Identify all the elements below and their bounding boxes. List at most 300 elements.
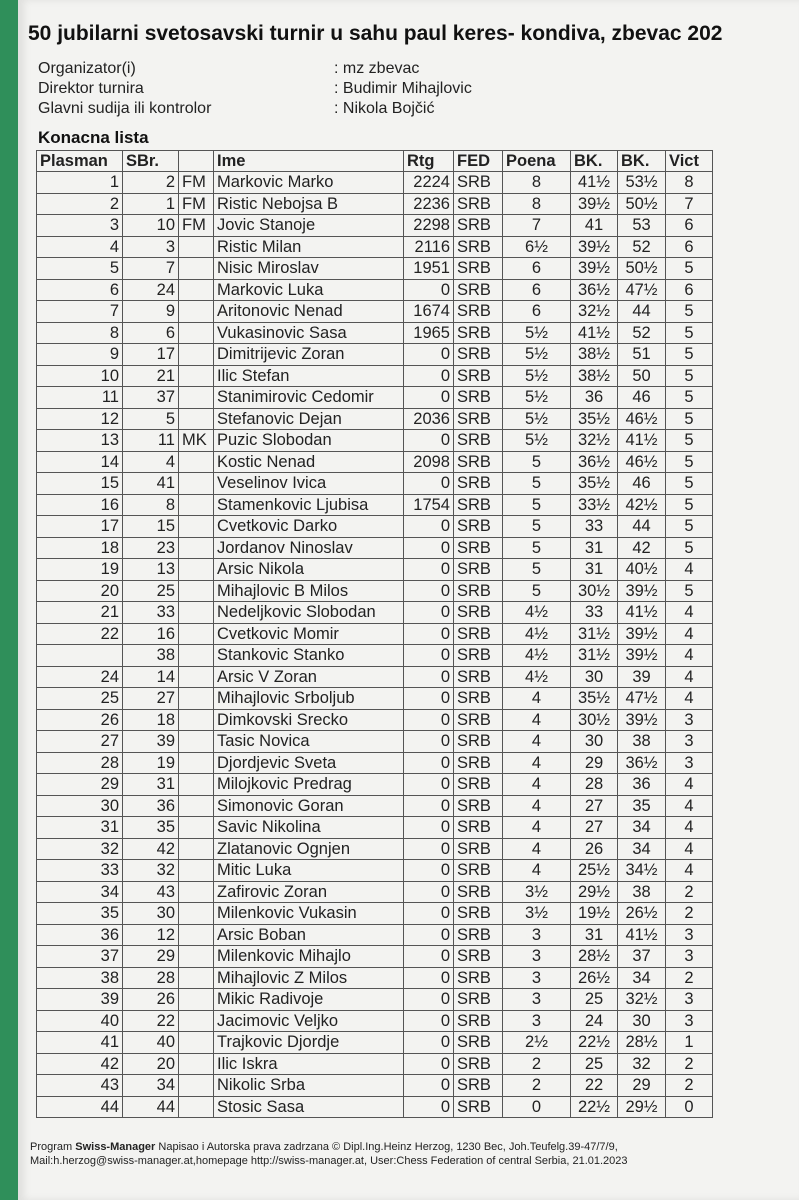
cell-ime: Vukasinovic Sasa xyxy=(214,322,404,344)
cell-plasman: 40 xyxy=(37,1010,123,1032)
cell-bk1: 22½ xyxy=(571,1096,618,1118)
cell-title xyxy=(179,473,214,495)
cell-ime: Puzic Slobodan xyxy=(214,430,404,452)
cell-title xyxy=(179,795,214,817)
cell-poena: 3 xyxy=(503,967,571,989)
cell-ime: Mihajlovic B Milos xyxy=(214,580,404,602)
table-row xyxy=(37,172,713,194)
cell-rtg: 2224 xyxy=(404,172,454,194)
cell-sbr: 8 xyxy=(123,494,179,516)
cell-poena: 5½ xyxy=(503,430,571,452)
table-row xyxy=(37,731,713,753)
cell-rtg: 0 xyxy=(404,666,454,688)
cell-bk2: 42½ xyxy=(618,494,666,516)
cell-fed: SRB xyxy=(454,236,503,258)
table-row xyxy=(37,451,713,473)
cell-ime: Cvetkovic Darko xyxy=(214,516,404,538)
footer xyxy=(30,1140,628,1168)
cell-plasman: 20 xyxy=(37,580,123,602)
cell-sbr: 31 xyxy=(123,774,179,796)
cell-bk2: 37 xyxy=(618,946,666,968)
cell-vict: 4 xyxy=(666,838,713,860)
cell-title xyxy=(179,752,214,774)
table-row xyxy=(37,688,713,710)
cell-rtg: 2298 xyxy=(404,215,454,237)
cell-plasman: 9 xyxy=(37,344,123,366)
cell-sbr: 25 xyxy=(123,580,179,602)
cell-fed: SRB xyxy=(454,1075,503,1097)
table-row xyxy=(37,602,713,624)
cell-fed: SRB xyxy=(454,580,503,602)
table-row xyxy=(37,494,713,516)
cell-sbr: 13 xyxy=(123,559,179,581)
cell-poena: 2 xyxy=(503,1053,571,1075)
cell-bk1: 35½ xyxy=(571,473,618,495)
cell-plasman: 34 xyxy=(37,881,123,903)
cell-bk1: 35½ xyxy=(571,408,618,430)
cell-title xyxy=(179,838,214,860)
col-header-fed: FED xyxy=(454,151,503,172)
cell-bk2: 30 xyxy=(618,1010,666,1032)
cell-bk1: 33 xyxy=(571,602,618,624)
cell-bk1: 39½ xyxy=(571,193,618,215)
cell-plasman: 15 xyxy=(37,473,123,495)
table-row xyxy=(37,258,713,280)
cell-plasman: 14 xyxy=(37,451,123,473)
cell-bk2: 53 xyxy=(618,215,666,237)
cell-rtg: 0 xyxy=(404,688,454,710)
col-header-rtg: Rtg xyxy=(404,151,454,172)
cell-plasman: 11 xyxy=(37,387,123,409)
cell-poena: 8 xyxy=(503,172,571,194)
cell-title xyxy=(179,903,214,925)
cell-poena: 3½ xyxy=(503,903,571,925)
cell-fed: SRB xyxy=(454,387,503,409)
cell-fed: SRB xyxy=(454,516,503,538)
table-row xyxy=(37,473,713,495)
cell-vict: 4 xyxy=(666,559,713,581)
cell-rtg: 0 xyxy=(404,1075,454,1097)
cell-poena: 4 xyxy=(503,752,571,774)
cell-rtg: 0 xyxy=(404,924,454,946)
table-row xyxy=(37,387,713,409)
cell-ime: Dimkovski Srecko xyxy=(214,709,404,731)
cell-bk2: 41½ xyxy=(618,602,666,624)
cell-bk1: 30½ xyxy=(571,580,618,602)
cell-fed: SRB xyxy=(454,666,503,688)
info-label: Direktor turnira xyxy=(38,80,144,97)
cell-plasman: 10 xyxy=(37,365,123,387)
cell-title xyxy=(179,817,214,839)
table-row xyxy=(37,1075,713,1097)
cell-bk2: 34 xyxy=(618,967,666,989)
cell-title xyxy=(179,989,214,1011)
cell-sbr: 39 xyxy=(123,731,179,753)
cell-bk2: 46½ xyxy=(618,408,666,430)
cell-ime: Dimitrijevic Zoran xyxy=(214,344,404,366)
cell-sbr: 17 xyxy=(123,344,179,366)
cell-plasman: 39 xyxy=(37,989,123,1011)
cell-bk2: 39½ xyxy=(618,645,666,667)
cell-plasman: 29 xyxy=(37,774,123,796)
cell-rtg: 0 xyxy=(404,1096,454,1118)
table-row xyxy=(37,1096,713,1118)
cell-plasman: 42 xyxy=(37,1053,123,1075)
cell-plasman: 6 xyxy=(37,279,123,301)
cell-title xyxy=(179,494,214,516)
cell-sbr: 21 xyxy=(123,365,179,387)
cell-poena: 6½ xyxy=(503,236,571,258)
cell-rtg: 0 xyxy=(404,430,454,452)
cell-sbr: 24 xyxy=(123,279,179,301)
table-row xyxy=(37,322,713,344)
cell-sbr: 36 xyxy=(123,795,179,817)
table-row xyxy=(37,774,713,796)
cell-ime: Mihajlovic Srboljub xyxy=(214,688,404,710)
cell-poena: 3 xyxy=(503,989,571,1011)
cell-bk1: 22½ xyxy=(571,1032,618,1054)
cell-poena: 4 xyxy=(503,688,571,710)
col-header-bk2: BK. xyxy=(618,151,666,172)
cell-bk2: 41½ xyxy=(618,924,666,946)
cell-poena: 5½ xyxy=(503,322,571,344)
cell-title xyxy=(179,1075,214,1097)
info-row xyxy=(38,60,472,80)
footer-line-1 xyxy=(30,1140,628,1154)
table-row xyxy=(37,236,713,258)
cell-vict: 3 xyxy=(666,1010,713,1032)
cell-vict: 5 xyxy=(666,516,713,538)
cell-vict: 4 xyxy=(666,795,713,817)
cell-plasman: 38 xyxy=(37,967,123,989)
cell-rtg: 0 xyxy=(404,881,454,903)
cell-poena: 4 xyxy=(503,838,571,860)
cell-plasman: 43 xyxy=(37,1075,123,1097)
info-value: : Nikola Bojčić xyxy=(334,100,435,117)
cell-plasman: 12 xyxy=(37,408,123,430)
cell-bk1: 25 xyxy=(571,1053,618,1075)
cell-rtg: 0 xyxy=(404,709,454,731)
cell-sbr: 6 xyxy=(123,322,179,344)
cell-rtg: 0 xyxy=(404,989,454,1011)
cell-fed: SRB xyxy=(454,903,503,925)
cell-sbr: 30 xyxy=(123,903,179,925)
cell-poena: 3 xyxy=(503,1010,571,1032)
cell-vict: 2 xyxy=(666,967,713,989)
cell-ime: Stamenkovic Ljubisa xyxy=(214,494,404,516)
cell-poena: 4 xyxy=(503,795,571,817)
cell-rtg: 0 xyxy=(404,838,454,860)
cell-rtg: 0 xyxy=(404,967,454,989)
cell-bk2: 32 xyxy=(618,1053,666,1075)
cell-poena: 4½ xyxy=(503,666,571,688)
cell-bk2: 53½ xyxy=(618,172,666,194)
cell-title xyxy=(179,774,214,796)
cell-rtg: 0 xyxy=(404,516,454,538)
cell-fed: SRB xyxy=(454,559,503,581)
cell-title xyxy=(179,924,214,946)
cell-ime: Milojkovic Predrag xyxy=(214,774,404,796)
cell-sbr: 9 xyxy=(123,301,179,323)
cell-fed: SRB xyxy=(454,709,503,731)
cell-poena: 5 xyxy=(503,451,571,473)
cell-ime: Milenkovic Vukasin xyxy=(214,903,404,925)
cell-plasman: 37 xyxy=(37,946,123,968)
cell-sbr: 40 xyxy=(123,1032,179,1054)
cell-bk1: 31 xyxy=(571,537,618,559)
cell-vict: 4 xyxy=(666,817,713,839)
cell-vict: 3 xyxy=(666,946,713,968)
cell-bk2: 36 xyxy=(618,774,666,796)
cell-title xyxy=(179,1053,214,1075)
cell-poena: 5 xyxy=(503,537,571,559)
cell-sbr: 27 xyxy=(123,688,179,710)
cell-rtg: 0 xyxy=(404,817,454,839)
cell-fed: SRB xyxy=(454,258,503,280)
cell-sbr: 37 xyxy=(123,387,179,409)
cell-fed: SRB xyxy=(454,322,503,344)
cell-bk2: 41½ xyxy=(618,430,666,452)
cell-sbr: 29 xyxy=(123,946,179,968)
cell-vict: 4 xyxy=(666,602,713,624)
cell-poena: 5½ xyxy=(503,387,571,409)
cell-sbr: 44 xyxy=(123,1096,179,1118)
cell-bk1: 31 xyxy=(571,559,618,581)
cell-ime: Mitic Luka xyxy=(214,860,404,882)
cell-title xyxy=(179,860,214,882)
cell-sbr: 38 xyxy=(123,645,179,667)
cell-ime: Stankovic Stanko xyxy=(214,645,404,667)
table-row xyxy=(37,752,713,774)
cell-poena: 5 xyxy=(503,494,571,516)
cell-sbr: 22 xyxy=(123,1010,179,1032)
cell-bk2: 52 xyxy=(618,236,666,258)
cell-bk2: 50½ xyxy=(618,193,666,215)
cell-bk2: 39 xyxy=(618,666,666,688)
cell-plasman: 25 xyxy=(37,688,123,710)
cell-bk1: 36½ xyxy=(571,451,618,473)
cell-plasman: 13 xyxy=(37,430,123,452)
cell-bk2: 29½ xyxy=(618,1096,666,1118)
cell-plasman: 3 xyxy=(37,215,123,237)
cell-bk1: 25 xyxy=(571,989,618,1011)
table-row xyxy=(37,1010,713,1032)
info-row xyxy=(38,80,472,100)
cell-title xyxy=(179,946,214,968)
cell-vict: 5 xyxy=(666,301,713,323)
cell-bk1: 29½ xyxy=(571,881,618,903)
cell-rtg: 0 xyxy=(404,344,454,366)
cell-vict: 5 xyxy=(666,344,713,366)
cell-sbr: 2 xyxy=(123,172,179,194)
cell-ime: Nisic Miroslav xyxy=(214,258,404,280)
cell-bk2: 51 xyxy=(618,344,666,366)
cell-title xyxy=(179,645,214,667)
cell-bk2: 52 xyxy=(618,322,666,344)
cell-bk1: 22 xyxy=(571,1075,618,1097)
cell-vict: 5 xyxy=(666,322,713,344)
cell-bk1: 30 xyxy=(571,731,618,753)
cell-bk2: 47½ xyxy=(618,688,666,710)
cell-fed: SRB xyxy=(454,365,503,387)
cell-poena: 3½ xyxy=(503,881,571,903)
cell-vict: 4 xyxy=(666,774,713,796)
cell-vict: 2 xyxy=(666,1053,713,1075)
cell-poena: 5½ xyxy=(503,408,571,430)
cell-fed: SRB xyxy=(454,752,503,774)
cell-ime: Arsic Boban xyxy=(214,924,404,946)
cell-bk1: 30 xyxy=(571,666,618,688)
cell-vict: 5 xyxy=(666,494,713,516)
cell-ime: Jacimovic Veljko xyxy=(214,1010,404,1032)
cell-ime: Milenkovic Mihajlo xyxy=(214,946,404,968)
cell-bk2: 50½ xyxy=(618,258,666,280)
cell-ime: Arsic Nikola xyxy=(214,559,404,581)
cell-sbr: 4 xyxy=(123,451,179,473)
cell-title xyxy=(179,322,214,344)
cell-vict: 3 xyxy=(666,989,713,1011)
cell-sbr: 18 xyxy=(123,709,179,731)
cell-ime: Trajkovic Djordje xyxy=(214,1032,404,1054)
cell-fed: SRB xyxy=(454,989,503,1011)
cell-title xyxy=(179,408,214,430)
cell-bk1: 36½ xyxy=(571,279,618,301)
cell-ime: Ilic Stefan xyxy=(214,365,404,387)
cell-fed: SRB xyxy=(454,924,503,946)
cell-poena: 8 xyxy=(503,193,571,215)
cell-plasman: 30 xyxy=(37,795,123,817)
cell-plasman: 24 xyxy=(37,666,123,688)
table-row xyxy=(37,193,713,215)
cell-sbr: 14 xyxy=(123,666,179,688)
cell-ime: Zlatanovic Ognjen xyxy=(214,838,404,860)
cell-title xyxy=(179,236,214,258)
cell-plasman: 8 xyxy=(37,322,123,344)
cell-title: MK xyxy=(179,430,214,452)
cell-ime: Stefanovic Dejan xyxy=(214,408,404,430)
cell-plasman: 18 xyxy=(37,537,123,559)
cell-plasman: 28 xyxy=(37,752,123,774)
table-row xyxy=(37,301,713,323)
cell-rtg: 0 xyxy=(404,623,454,645)
table-row xyxy=(37,817,713,839)
cell-rtg: 0 xyxy=(404,752,454,774)
cell-vict: 5 xyxy=(666,580,713,602)
cell-title xyxy=(179,537,214,559)
cell-bk1: 28½ xyxy=(571,946,618,968)
cell-bk1: 36 xyxy=(571,387,618,409)
cell-bk1: 39½ xyxy=(571,258,618,280)
cell-ime: Djordjevic Sveta xyxy=(214,752,404,774)
cell-ime: Aritonovic Nenad xyxy=(214,301,404,323)
info-value: : mz zbevac xyxy=(334,60,420,77)
cell-poena: 5 xyxy=(503,516,571,538)
cell-bk1: 38½ xyxy=(571,365,618,387)
cell-bk2: 39½ xyxy=(618,623,666,645)
cell-bk1: 27 xyxy=(571,795,618,817)
cell-rtg: 0 xyxy=(404,774,454,796)
cell-vict: 7 xyxy=(666,193,713,215)
cell-vict: 5 xyxy=(666,430,713,452)
cell-title xyxy=(179,279,214,301)
table-row xyxy=(37,795,713,817)
cell-poena: 6 xyxy=(503,279,571,301)
cell-sbr: 26 xyxy=(123,989,179,1011)
cell-rtg: 1674 xyxy=(404,301,454,323)
cell-bk2: 38 xyxy=(618,731,666,753)
cell-fed: SRB xyxy=(454,967,503,989)
footer-copyright: Napisao i Autorska prava zadrzana © Dipl.Ing.Heinz Herzog, 1230 Bec, Joh.Teufelg.39-47/7/9, xyxy=(155,1141,618,1153)
cell-plasman: 1 xyxy=(37,172,123,194)
cell-sbr: 7 xyxy=(123,258,179,280)
cell-bk1: 27 xyxy=(571,817,618,839)
cell-ime: Simonovic Goran xyxy=(214,795,404,817)
cell-bk1: 39½ xyxy=(571,236,618,258)
cell-bk2: 39½ xyxy=(618,580,666,602)
table-row xyxy=(37,924,713,946)
cell-rtg: 0 xyxy=(404,365,454,387)
cell-title xyxy=(179,580,214,602)
cell-ime: Jordanov Ninoslav xyxy=(214,537,404,559)
cell-vict: 5 xyxy=(666,408,713,430)
cell-title xyxy=(179,365,214,387)
cell-rtg: 0 xyxy=(404,795,454,817)
table-row xyxy=(37,666,713,688)
cell-bk1: 38½ xyxy=(571,344,618,366)
footer-line-2: Mail:h.herzog@swiss-manager.at,homepage http://swiss-manager.at, User:Chess Federation of central Serbia, 21.01.2023 xyxy=(30,1155,628,1167)
cell-poena: 5 xyxy=(503,559,571,581)
cell-rtg: 1951 xyxy=(404,258,454,280)
cell-bk1: 31 xyxy=(571,924,618,946)
cell-bk1: 25½ xyxy=(571,860,618,882)
cell-sbr: 23 xyxy=(123,537,179,559)
cell-fed: SRB xyxy=(454,408,503,430)
cell-vict: 4 xyxy=(666,623,713,645)
cell-bk1: 35½ xyxy=(571,688,618,710)
cell-sbr: 1 xyxy=(123,193,179,215)
cell-plasman: 27 xyxy=(37,731,123,753)
cell-fed: SRB xyxy=(454,172,503,194)
cell-title xyxy=(179,623,214,645)
cell-rtg: 2036 xyxy=(404,408,454,430)
cell-rtg: 0 xyxy=(404,537,454,559)
table-row xyxy=(37,537,713,559)
cell-ime: Markovic Luka xyxy=(214,279,404,301)
info-row xyxy=(38,100,472,120)
table-row xyxy=(37,881,713,903)
cell-bk1: 19½ xyxy=(571,903,618,925)
cell-ime: Mikic Radivoje xyxy=(214,989,404,1011)
cell-bk2: 40½ xyxy=(618,559,666,581)
cell-fed: SRB xyxy=(454,795,503,817)
cell-sbr: 35 xyxy=(123,817,179,839)
cell-bk2: 34½ xyxy=(618,860,666,882)
cell-fed: SRB xyxy=(454,1053,503,1075)
info-value: : Budimir Mihajlovic xyxy=(334,80,472,97)
cell-fed: SRB xyxy=(454,451,503,473)
cell-poena: 5 xyxy=(503,580,571,602)
cell-poena: 6 xyxy=(503,258,571,280)
cell-bk2: 44 xyxy=(618,516,666,538)
cell-ime: Tasic Novica xyxy=(214,731,404,753)
cell-poena: 6 xyxy=(503,301,571,323)
cell-vict: 4 xyxy=(666,666,713,688)
cell-vict: 3 xyxy=(666,731,713,753)
cell-rtg: 0 xyxy=(404,1032,454,1054)
col-header-sbr: SBr. xyxy=(123,151,179,172)
cell-sbr: 43 xyxy=(123,881,179,903)
cell-poena: 4½ xyxy=(503,645,571,667)
